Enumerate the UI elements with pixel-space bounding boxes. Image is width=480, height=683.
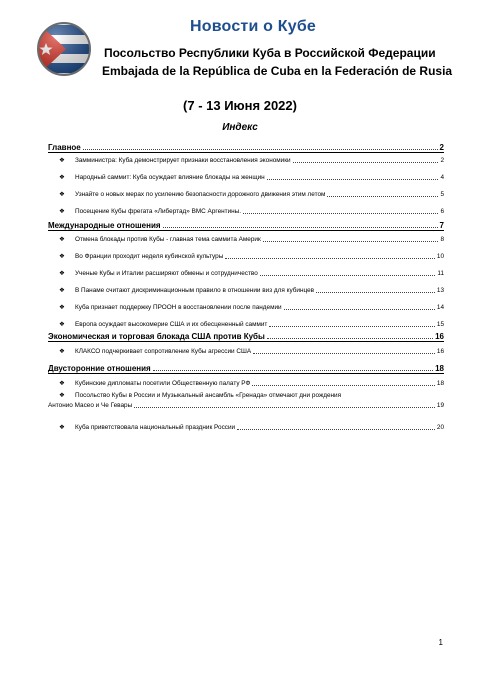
toc-entry-title: Народный саммит: Куба осуждает влияние блокады на женщин <box>75 174 265 181</box>
bullet-icon: ❖ <box>59 424 65 431</box>
newsletter-title: Новости о Кубе <box>190 18 316 35</box>
toc-entry-page: 20 <box>436 424 444 431</box>
toc-section-title: Экономическая и торговая блокада США против Кубы <box>48 332 265 341</box>
toc-entry-page: 15 <box>436 321 444 328</box>
toc-section[interactable] <box>48 360 444 374</box>
toc-entry-page: 6 <box>440 208 444 215</box>
toc-entry-title: Отмена блокады против Кубы - главная тема саммита Америк <box>75 236 261 243</box>
toc-section-title: Главное <box>48 143 81 152</box>
dot-leader <box>243 212 438 214</box>
toc-entry[interactable] <box>48 186 444 199</box>
bullet-icon: ❖ <box>59 208 65 215</box>
toc-entry-page: 14 <box>436 304 444 311</box>
toc-entry-page: 16 <box>436 348 444 355</box>
toc-entry-title-line2: Антонио Масео и Че Гевары <box>48 402 133 409</box>
toc-entry[interactable] <box>48 203 444 216</box>
toc-entry-title: В Панаме считают дискриминационным правило в отношении виз для кубинцев <box>75 287 315 294</box>
bullet-icon: ❖ <box>59 253 65 260</box>
toc-entry-title: Замминистра: Куба демонстрирует признаки восстановления экономики <box>75 157 291 164</box>
dot-leader <box>284 308 435 310</box>
dot-leader <box>293 161 439 163</box>
toc-entry-title: Европа осуждает высокомерие США и их обесцененный саммит <box>75 321 268 328</box>
toc-entry[interactable] <box>48 299 444 312</box>
bullet-icon: ❖ <box>59 191 65 198</box>
date-range: (7 - 13 Июня 2022) <box>183 98 297 113</box>
toc-section-title: Двусторонние отношения <box>48 364 151 373</box>
toc-entry[interactable] <box>48 248 444 261</box>
bullet-icon: ❖ <box>59 157 65 164</box>
dot-leader <box>225 257 435 259</box>
dot-leader <box>134 406 435 408</box>
dot-leader <box>83 148 438 150</box>
toc-entry[interactable] <box>48 169 444 182</box>
toc-entry-page: 5 <box>440 191 444 198</box>
bullet-icon: ❖ <box>59 236 65 243</box>
dot-leader <box>163 226 438 228</box>
bullet-icon: ❖ <box>59 304 65 311</box>
toc-entry-title: Кубинские дипломаты посетили Общественную палату РФ <box>75 380 251 387</box>
embassy-name-russian: Посольство Республики Куба в Российской Федерации <box>104 46 436 60</box>
toc-entry-page: 19 <box>436 402 444 409</box>
dot-leader <box>253 352 435 354</box>
dot-leader <box>267 337 433 339</box>
toc-entry-title: Посольство Кубы в России и Музыкальный ансамбль «Гренада» отмечают дни рождения <box>75 392 342 399</box>
toc-section[interactable] <box>48 328 444 342</box>
toc-entry-title: Во Франции проходит неделя кубинской культуры <box>75 253 224 260</box>
toc-entry-title: Ученые Кубы и Италии расширяют обмены и сотрудничество <box>75 270 258 277</box>
toc-section[interactable] <box>48 217 444 231</box>
dot-leader <box>267 178 439 180</box>
toc-section-page: 7 <box>439 221 444 230</box>
dot-leader <box>153 369 433 371</box>
embassy-name-spanish: Embajada de la República de Cuba en la Federación de Rusia <box>102 64 453 78</box>
toc-entry-page: 2 <box>440 157 444 164</box>
toc-entry-title: Куба приветствовала национальный праздник России <box>75 424 236 431</box>
bullet-icon: ❖ <box>59 321 65 328</box>
toc-entry-page: 13 <box>436 287 444 294</box>
toc-section-page: 2 <box>439 143 444 152</box>
toc-entry[interactable] <box>48 152 444 165</box>
bullet-icon: ❖ <box>59 348 65 355</box>
bullet-icon: ❖ <box>59 380 65 387</box>
index-title: Индекс <box>222 122 258 133</box>
toc-entry-page: 18 <box>436 380 444 387</box>
toc-entry[interactable] <box>48 282 444 295</box>
toc-entry[interactable] <box>48 419 444 432</box>
dot-leader <box>260 274 436 276</box>
dot-leader <box>237 428 435 430</box>
page-number: 1 <box>438 638 443 647</box>
toc-entry-page: 8 <box>440 236 444 243</box>
toc-section-title: Международные отношения <box>48 221 161 230</box>
bullet-icon: ❖ <box>59 174 65 181</box>
dot-leader <box>269 325 435 327</box>
toc-entry-page: 4 <box>440 174 444 181</box>
toc-entry[interactable] <box>48 265 444 278</box>
toc-entry[interactable] <box>48 231 444 244</box>
dot-leader <box>316 291 435 293</box>
toc-entry-title: КЛАКСО подчеркивает сопротивление Кубы агрессии США <box>75 348 252 355</box>
toc-entry-page: 10 <box>436 253 444 260</box>
dot-leader <box>252 384 435 386</box>
dot-leader <box>263 240 439 242</box>
bullet-icon: ❖ <box>59 287 65 294</box>
toc-entry-title: Узнайте о новых мерах по усилению безопасности дорожного движения этим летом <box>75 191 326 198</box>
bullet-icon: ❖ <box>59 270 65 277</box>
toc-entry-continuation <box>48 401 444 410</box>
toc-entry-title: Посещение Кубы фрегата «Либертад» ВМС Аргентины. <box>75 208 242 215</box>
toc-section-page: 18 <box>435 364 444 373</box>
toc-entry[interactable] <box>48 375 444 388</box>
toc-entry-page: 11 <box>437 270 444 277</box>
toc-section-page: 16 <box>435 332 444 341</box>
dot-leader <box>327 195 438 197</box>
bullet-icon: ❖ <box>59 392 65 399</box>
toc-entry-title: Куба признает поддержку ПРООН в восстановлении после пандемии <box>75 304 282 311</box>
toc-section[interactable] <box>48 139 444 153</box>
cuba-flag-logo-icon <box>36 21 92 77</box>
toc-entry[interactable] <box>48 343 444 356</box>
toc-entry[interactable] <box>48 391 444 411</box>
